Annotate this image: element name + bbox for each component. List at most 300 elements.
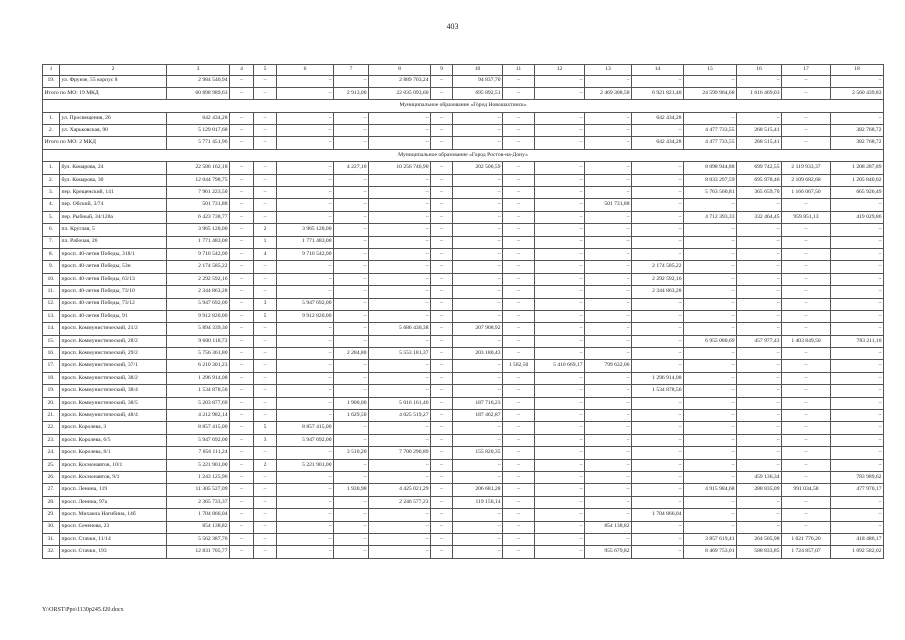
table-cell: 382 768,72 bbox=[831, 137, 884, 149]
table-cell: 26. bbox=[43, 472, 60, 484]
table-cell: – bbox=[684, 310, 737, 322]
table-cell: – bbox=[453, 459, 503, 471]
table-cell: – bbox=[831, 360, 884, 372]
table-cell: – bbox=[254, 348, 277, 360]
table-cell: пер. Рыбный, 34/128а bbox=[60, 211, 167, 223]
table-cell: – bbox=[535, 174, 585, 186]
table-cell: – bbox=[334, 261, 369, 273]
table-row bbox=[43, 509, 884, 521]
table-cell: – bbox=[254, 410, 277, 422]
table-cell: – bbox=[684, 459, 737, 471]
table-cell: 5 016 161,46 bbox=[369, 397, 431, 409]
table-cell: – bbox=[831, 447, 884, 459]
table-cell: 1. bbox=[43, 162, 60, 174]
table-cell: 27. bbox=[43, 484, 60, 496]
table-cell: 11 305 527,09 bbox=[167, 484, 230, 496]
table-cell: – bbox=[535, 75, 585, 87]
table-cell: – bbox=[737, 348, 782, 360]
table-cell: – bbox=[585, 261, 632, 273]
table-cell: – bbox=[684, 298, 737, 310]
table-cell: 23. bbox=[43, 434, 60, 446]
table-cell: бул. Комарова, 30 bbox=[60, 174, 167, 186]
table-cell: 955 679,82 bbox=[585, 546, 632, 558]
table-cell: – bbox=[431, 434, 453, 446]
table-cell: – bbox=[535, 199, 585, 211]
table-cell: 2. bbox=[43, 174, 60, 186]
table-cell: – bbox=[535, 286, 585, 298]
table-cell: 2 bbox=[254, 459, 277, 471]
column-number-header: 1 bbox=[43, 65, 60, 76]
table-cell: – bbox=[453, 273, 503, 285]
table-cell: – bbox=[535, 484, 585, 496]
table-cell: пер. Крещенский, 141 bbox=[60, 187, 167, 199]
table-row bbox=[43, 236, 884, 248]
table-cell: 25. bbox=[43, 459, 60, 471]
table-cell: – bbox=[535, 236, 585, 248]
table-cell: – bbox=[737, 224, 782, 236]
table-row bbox=[43, 434, 884, 446]
table-cell: – bbox=[230, 472, 254, 484]
table-cell: – bbox=[453, 286, 503, 298]
table-cell: 1 704 866,04 bbox=[632, 509, 684, 521]
table-cell: – bbox=[277, 546, 334, 558]
table-cell: – bbox=[535, 397, 585, 409]
table-cell: – bbox=[503, 348, 535, 360]
table-cell: 187 716,23 bbox=[453, 397, 503, 409]
table-cell: – bbox=[230, 323, 254, 335]
table-cell: просп. Коммунистический, 38/5 bbox=[60, 397, 167, 409]
table-cell: 2 246 577,23 bbox=[369, 496, 431, 508]
table-cell: 18. bbox=[43, 372, 60, 384]
table-cell: – bbox=[782, 472, 831, 484]
table-cell: – bbox=[453, 298, 503, 310]
table-cell: 2 bbox=[254, 224, 277, 236]
table-cell: 8 469 753,01 bbox=[684, 546, 737, 558]
table-cell: – bbox=[535, 546, 585, 558]
table-cell: – bbox=[585, 385, 632, 397]
table-cell: – bbox=[585, 434, 632, 446]
table-cell: 4. bbox=[43, 199, 60, 211]
table-cell: – bbox=[503, 472, 535, 484]
data-table bbox=[42, 64, 884, 559]
table-cell: – bbox=[503, 236, 535, 248]
table-cell: – bbox=[585, 496, 632, 508]
table-cell: – bbox=[230, 125, 254, 137]
table-cell: – bbox=[334, 286, 369, 298]
table-cell: – bbox=[585, 112, 632, 124]
table-cell: – bbox=[632, 125, 684, 137]
table-cell: – bbox=[831, 385, 884, 397]
table-cell: 1 771 483,00 bbox=[277, 236, 334, 248]
table-cell: – bbox=[453, 174, 503, 186]
table-cell: – bbox=[431, 546, 453, 558]
table-cell: – bbox=[684, 323, 737, 335]
table-cell: пер. Обский, 3/74 bbox=[60, 199, 167, 211]
table-cell: 4 712 393,33 bbox=[684, 211, 737, 223]
table-cell: – bbox=[585, 372, 632, 384]
table-cell: – bbox=[503, 286, 535, 298]
table-cell: – bbox=[277, 323, 334, 335]
table-cell: – bbox=[334, 211, 369, 223]
section-heading: Муниципальное образование «Город Новошахтинск» bbox=[43, 100, 884, 112]
table-cell: 1 205 840,02 bbox=[831, 174, 884, 186]
table-cell: – bbox=[782, 434, 831, 446]
table-cell: – bbox=[431, 484, 453, 496]
table-cell: – bbox=[831, 496, 884, 508]
table-cell: 8 857 415,00 bbox=[167, 422, 230, 434]
table-cell: 2 365 733,37 bbox=[167, 496, 230, 508]
table-cell: просп. Королева, 6/5 bbox=[60, 434, 167, 446]
table-cell: просп. Коммунистический, 21/2 bbox=[60, 323, 167, 335]
table-row bbox=[43, 310, 884, 322]
table-cell: – bbox=[503, 385, 535, 397]
table-cell: 187 462,87 bbox=[453, 410, 503, 422]
table-cell: – bbox=[684, 372, 737, 384]
table-cell: – bbox=[503, 87, 535, 99]
table-cell: – bbox=[334, 273, 369, 285]
table-cell: – bbox=[230, 533, 254, 545]
table-cell: 3 965 128,00 bbox=[277, 224, 334, 236]
table-cell: – bbox=[831, 509, 884, 521]
table-cell: просп. Ленина, 119 bbox=[60, 484, 167, 496]
table-cell: – bbox=[230, 310, 254, 322]
table-cell: – bbox=[334, 335, 369, 347]
table-cell: – bbox=[632, 162, 684, 174]
table-cell: – bbox=[334, 459, 369, 471]
table-cell: 29. bbox=[43, 509, 60, 521]
table-cell: – bbox=[369, 372, 431, 384]
table-cell: 5 763 560,81 bbox=[684, 187, 737, 199]
table-cell: – bbox=[535, 509, 585, 521]
table-cell: – bbox=[503, 397, 535, 409]
table-cell: – bbox=[831, 372, 884, 384]
table-cell: 7. bbox=[43, 236, 60, 248]
table-cell: 2 344 863,28 bbox=[167, 286, 230, 298]
table-cell: 5 129 017,68 bbox=[167, 125, 230, 137]
table-cell: – bbox=[254, 397, 277, 409]
table-cell: – bbox=[369, 335, 431, 347]
table-cell: – bbox=[230, 137, 254, 149]
table-cell: – bbox=[277, 410, 334, 422]
table-cell: – bbox=[737, 360, 782, 372]
table-cell: – bbox=[431, 273, 453, 285]
table-cell: 501 731,88 bbox=[167, 199, 230, 211]
table-cell: – bbox=[535, 273, 585, 285]
table-cell: – bbox=[431, 286, 453, 298]
table-cell: – bbox=[632, 434, 684, 446]
table-cell: 1 900,00 bbox=[334, 397, 369, 409]
table-cell: – bbox=[369, 174, 431, 186]
table-cell: 22 035 093,60 bbox=[369, 87, 431, 99]
table-cell: – bbox=[277, 174, 334, 186]
table-cell: – bbox=[737, 273, 782, 285]
table-cell: 365 659,70 bbox=[737, 187, 782, 199]
table-row bbox=[43, 174, 884, 186]
table-cell: 2 109 682,68 bbox=[782, 174, 831, 186]
table-cell: – bbox=[334, 298, 369, 310]
table-cell: 9 912 820,00 bbox=[277, 310, 334, 322]
table-cell: – bbox=[831, 323, 884, 335]
column-number-header: 5 bbox=[254, 65, 277, 76]
table-cell: – bbox=[782, 273, 831, 285]
table-cell: 2 292 592,16 bbox=[632, 273, 684, 285]
table-cell: 2 889 703,24 bbox=[369, 75, 431, 87]
table-cell: – bbox=[334, 323, 369, 335]
table-cell: – bbox=[277, 533, 334, 545]
table-cell: 642 434,28 bbox=[632, 112, 684, 124]
table-cell: 3 bbox=[254, 298, 277, 310]
table-cell: – bbox=[737, 199, 782, 211]
table-cell: – bbox=[369, 236, 431, 248]
table-cell: 5 771 451,96 bbox=[167, 137, 230, 149]
table-cell: – bbox=[535, 434, 585, 446]
table-cell: 12 044 798,75 bbox=[167, 174, 230, 186]
table-cell: – bbox=[254, 335, 277, 347]
table-cell: – bbox=[230, 75, 254, 87]
table-cell: – bbox=[334, 496, 369, 508]
table-cell: – bbox=[369, 112, 431, 124]
table-cell: – bbox=[334, 422, 369, 434]
table-cell: 457 977,43 bbox=[737, 335, 782, 347]
table-cell: – bbox=[782, 422, 831, 434]
table-cell: – bbox=[334, 434, 369, 446]
table-cell: – bbox=[334, 75, 369, 87]
table-cell: – bbox=[585, 310, 632, 322]
table-cell: – bbox=[431, 372, 453, 384]
table-cell: 642 434,28 bbox=[632, 137, 684, 149]
table-cell: просп. Королева, 8/1 bbox=[60, 447, 167, 459]
table-cell: 2 469 308,58 bbox=[585, 87, 632, 99]
table-cell: 5 221 901,00 bbox=[167, 459, 230, 471]
table-cell: – bbox=[334, 236, 369, 248]
table-cell: – bbox=[230, 447, 254, 459]
table-cell: – bbox=[632, 397, 684, 409]
table-cell: 7 700 290,89 bbox=[369, 447, 431, 459]
column-number-header: 6 bbox=[277, 65, 334, 76]
table-cell: – bbox=[737, 75, 782, 87]
section-heading-row bbox=[43, 149, 884, 161]
table-cell: 695 892,51 bbox=[453, 87, 503, 99]
table-cell: – bbox=[831, 310, 884, 322]
table-cell: 1 930,98 bbox=[334, 484, 369, 496]
table-row bbox=[43, 286, 884, 298]
table-cell: – bbox=[831, 199, 884, 211]
table-cell: – bbox=[230, 286, 254, 298]
table-cell: бул. Комарова, 24 bbox=[60, 162, 167, 174]
table-cell: – bbox=[585, 348, 632, 360]
table-cell: – bbox=[831, 397, 884, 409]
table-cell: – bbox=[453, 546, 503, 558]
table-cell: – bbox=[535, 447, 585, 459]
table-cell: – bbox=[369, 211, 431, 223]
table-cell: 94 837,70 bbox=[453, 75, 503, 87]
table-cell: 20. bbox=[43, 397, 60, 409]
table-cell: – bbox=[684, 75, 737, 87]
table-cell: 155 820,35 bbox=[453, 447, 503, 459]
table-cell: – bbox=[684, 509, 737, 521]
table-cell: – bbox=[254, 496, 277, 508]
table-cell: просп. Стачки, 193 bbox=[60, 546, 167, 558]
table-cell: – bbox=[737, 459, 782, 471]
table-cell: 2 284,80 bbox=[334, 348, 369, 360]
table-cell: – bbox=[254, 174, 277, 186]
table-row bbox=[43, 385, 884, 397]
table-cell: – bbox=[831, 298, 884, 310]
table-cell: – bbox=[737, 410, 782, 422]
table-cell: – bbox=[585, 236, 632, 248]
table-cell: – bbox=[632, 174, 684, 186]
table-cell: – bbox=[334, 224, 369, 236]
table-cell: – bbox=[369, 137, 431, 149]
table-cell: – bbox=[453, 125, 503, 137]
table-cell: 1 296 914,08 bbox=[167, 372, 230, 384]
table-cell: – bbox=[684, 248, 737, 260]
column-number-header: 7 bbox=[334, 65, 369, 76]
table-cell: – bbox=[369, 422, 431, 434]
table-cell: 642 434,28 bbox=[167, 112, 230, 124]
column-number-row bbox=[43, 65, 884, 76]
table-row bbox=[43, 323, 884, 335]
table-cell: 21. bbox=[43, 410, 60, 422]
table-cell: 5 947 692,00 bbox=[277, 298, 334, 310]
table-cell: 6 921 821,40 bbox=[632, 87, 684, 99]
table-cell: – bbox=[369, 286, 431, 298]
table-cell: – bbox=[684, 410, 737, 422]
table-cell: – bbox=[782, 224, 831, 236]
table-cell: – bbox=[431, 248, 453, 260]
table-cell: – bbox=[684, 360, 737, 372]
table-cell: – bbox=[431, 410, 453, 422]
table-cell: – bbox=[684, 348, 737, 360]
table-cell: 17. bbox=[43, 360, 60, 372]
table-cell: – bbox=[535, 496, 585, 508]
table-cell: – bbox=[782, 521, 831, 533]
table-cell: – bbox=[684, 261, 737, 273]
table-cell: – bbox=[254, 162, 277, 174]
table-cell: – bbox=[453, 112, 503, 124]
table-cell: – bbox=[431, 385, 453, 397]
table-cell: – bbox=[431, 236, 453, 248]
table-cell: – bbox=[585, 459, 632, 471]
table-cell: 2 174 585,22 bbox=[632, 261, 684, 273]
table-cell: – bbox=[369, 509, 431, 521]
table-cell: – bbox=[254, 546, 277, 558]
table-cell: – bbox=[230, 496, 254, 508]
table-cell: – bbox=[334, 521, 369, 533]
table-cell: 991 034,58 bbox=[782, 484, 831, 496]
table-cell: – bbox=[277, 360, 334, 372]
table-cell: – bbox=[431, 360, 453, 372]
table-cell: – bbox=[831, 273, 884, 285]
table-cell: 1 166 067,50 bbox=[782, 187, 831, 199]
table-cell: – bbox=[254, 199, 277, 211]
table-cell: – bbox=[334, 360, 369, 372]
table-cell: – bbox=[230, 546, 254, 558]
table-cell: – bbox=[503, 224, 535, 236]
table-cell: – bbox=[585, 248, 632, 260]
table-cell: – bbox=[782, 199, 831, 211]
table-cell: – bbox=[277, 125, 334, 137]
table-row bbox=[43, 546, 884, 558]
table-cell: – bbox=[230, 236, 254, 248]
table-cell: – bbox=[503, 112, 535, 124]
table-cell: – bbox=[277, 372, 334, 384]
table-cell: 6 955 080,69 bbox=[684, 335, 737, 347]
table-cell: – bbox=[632, 335, 684, 347]
table-cell: – bbox=[334, 385, 369, 397]
table-cell: пл. Круглая, 5 bbox=[60, 224, 167, 236]
table-cell: – bbox=[277, 273, 334, 285]
column-number-header: 9 bbox=[431, 65, 453, 76]
table-cell: – bbox=[503, 521, 535, 533]
table-cell: – bbox=[684, 472, 737, 484]
table-cell: 1 704 866,04 bbox=[167, 509, 230, 521]
table-cell: 699 742,55 bbox=[737, 162, 782, 174]
table-cell: – bbox=[503, 137, 535, 149]
table-cell: – bbox=[632, 360, 684, 372]
table-cell: – bbox=[431, 187, 453, 199]
column-number-header: 2 bbox=[60, 65, 167, 76]
table-cell: – bbox=[632, 298, 684, 310]
table-cell: – bbox=[503, 174, 535, 186]
table-cell: 4 425 021,29 bbox=[369, 484, 431, 496]
table-cell: – bbox=[453, 236, 503, 248]
table-cell: 268 515,41 bbox=[737, 125, 782, 137]
table-cell: 5 bbox=[254, 422, 277, 434]
total-label: Итого по МО: 19 МКД bbox=[43, 87, 167, 99]
table-cell: – bbox=[277, 348, 334, 360]
table-cell: – bbox=[737, 112, 782, 124]
table-cell: – bbox=[831, 410, 884, 422]
table-cell: – bbox=[782, 286, 831, 298]
table-cell: – bbox=[431, 521, 453, 533]
table-cell: – bbox=[737, 521, 782, 533]
table-cell: – bbox=[431, 261, 453, 273]
table-cell: 4 477 733,55 bbox=[684, 125, 737, 137]
table-cell: – bbox=[334, 112, 369, 124]
table-cell: – bbox=[254, 75, 277, 87]
table-cell: 1 296 914,08 bbox=[632, 372, 684, 384]
table-cell: – bbox=[684, 422, 737, 434]
table-cell: – bbox=[535, 261, 585, 273]
table-cell: – bbox=[230, 211, 254, 223]
table-cell: – bbox=[535, 211, 585, 223]
table-cell: – bbox=[503, 187, 535, 199]
table-cell: – bbox=[737, 323, 782, 335]
table-cell: – bbox=[254, 360, 277, 372]
table-cell: – bbox=[831, 422, 884, 434]
table-cell: – bbox=[230, 87, 254, 99]
table-cell: – bbox=[782, 236, 831, 248]
table-cell: – bbox=[831, 459, 884, 471]
table-cell: – bbox=[632, 484, 684, 496]
table-cell: 459 136,34 bbox=[737, 472, 782, 484]
table-cell: – bbox=[503, 546, 535, 558]
table-cell: – bbox=[431, 335, 453, 347]
column-number-header: 10 bbox=[453, 65, 503, 76]
table-cell: – bbox=[254, 372, 277, 384]
table-cell: – bbox=[453, 261, 503, 273]
table-cell: – bbox=[453, 187, 503, 199]
table-cell: ул. Фрунзе, 55 корпус 8 bbox=[60, 75, 167, 87]
table-cell: – bbox=[431, 137, 453, 149]
table-cell: – bbox=[585, 75, 632, 87]
table-cell: 4 915 984,68 bbox=[684, 484, 737, 496]
table-cell: – bbox=[782, 298, 831, 310]
table-cell: просп. 40-летия Победы, 91 bbox=[60, 310, 167, 322]
table-row bbox=[43, 335, 884, 347]
table-cell: – bbox=[431, 199, 453, 211]
